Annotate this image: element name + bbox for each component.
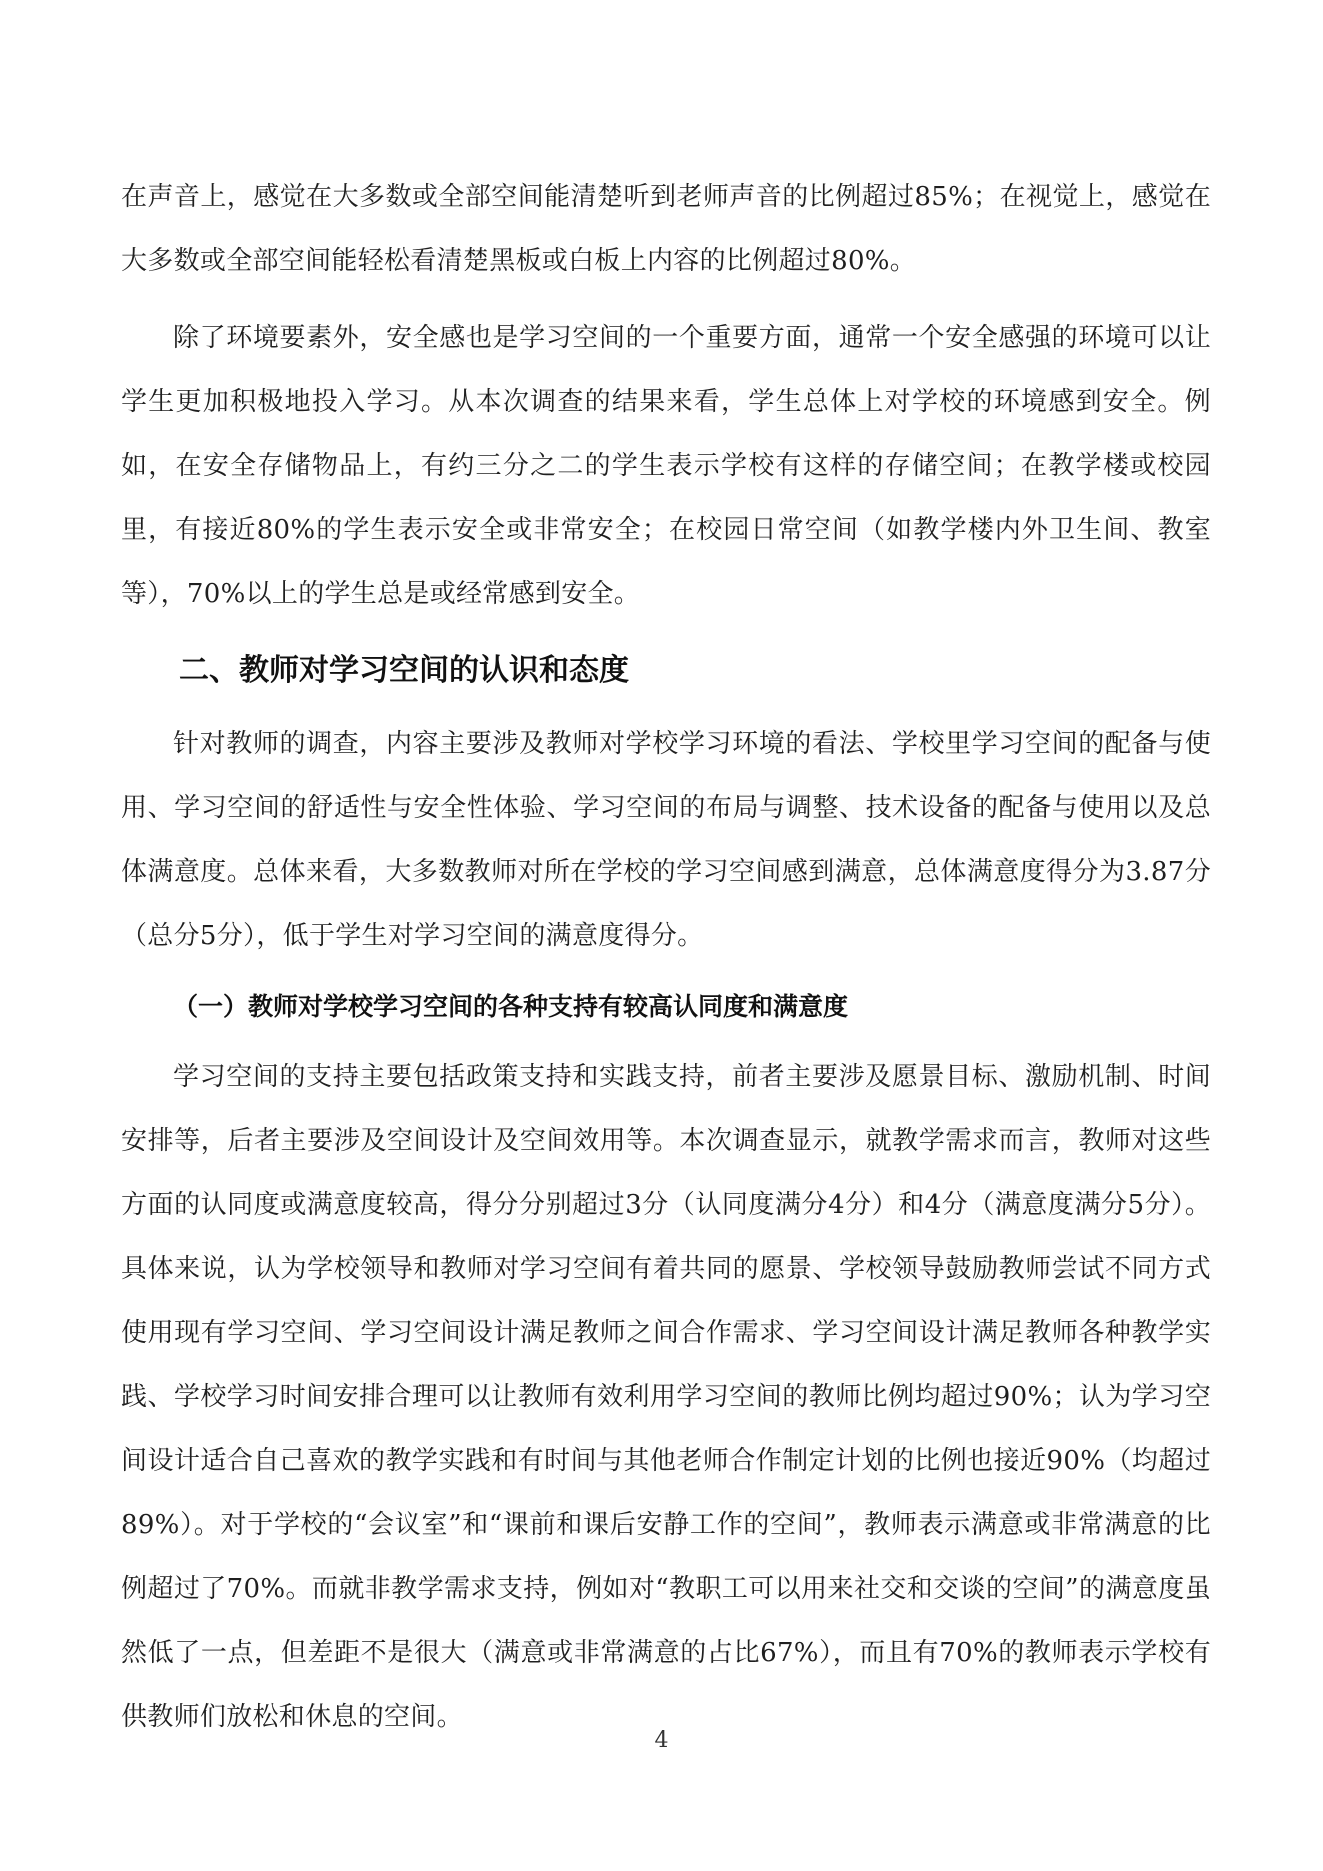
- page-number: 4: [654, 1728, 669, 1753]
- paragraph-teacher-survey: 针对教师的调查，内容主要涉及教师对学校学习环境的看法、学校里学习空间的配备与使用、学习空间的舒适性与安全性体验、学习空间的布局与调整、技术设备的配备与使用以及总体满意度。总体来看，大多数教师对所在学校的学习空间感到满意，总体满意度得分为3.87分（总分5分），低于学生对学习空间的满意度得分。: [121, 729, 1211, 951]
- paragraph-safety: 除了环境要素外，安全感也是学习空间的一个重要方面，通常一个安全感强的环境可以让学生更加积极地投入学习。从本次调查的结果来看，学生总体上对学校的环境感到安全。例如，在安全存储物品上，有约三分之二的学生表示学校有这样的存储空间；在教学楼或校园里，有接近80%的学生表示安全或非常安全；在校园日常空间（如教学楼内外卫生间、教室等），70%以上的学生总是或经常感到安全。: [121, 323, 1211, 609]
- subsection-heading-support: （一）教师对学校学习空间的各种支持有较高认同度和满意度: [173, 992, 849, 1021]
- section-heading-teachers: 二、教师对学习空间的认识和态度: [179, 653, 629, 688]
- page-content: [121, 165, 1211, 1762]
- paragraph-support-details: 学习空间的支持主要包括政策支持和实践支持，前者主要涉及愿景目标、激励机制、时间安排等，后者主要涉及空间设计及空间效用等。本次调查显示，就教学需求而言，教师对这些方面的认同度或满意度较高，得分分别超过3分（认同度满分4分）和4分（满意度满分5分）。具体来说，认为学校领导和教师对学习空间有着共同的愿景、学校领导鼓励教师尝试不同方式使用现有学习空间、学习空间设计满足教师之间合作需求、学习空间设计满足教师各种教学实践、学校学习时间安排合理可以让教师有效利用学习空间的教师比例均超过90%；认为学习空间设计适合自己喜欢的教学实践和有时间与其他老师合作制定计划的比例也接近90%（均超过89%）。对于学校的“会议室”和“课前和课后安静工作的空间”，教师表示满意或非常满意的比例超过了70%。而就非教学需求支持，例如对“教职工可以用来社交和交谈的空间”的满意度虽然低了一点，但差距不是很大（满意或非常满意的占比67%），而且有70%的教师表示学校有供教师们放松和休息的空间。: [121, 1062, 1211, 1732]
- paragraph-sound-vision: 在声音上，感觉在大多数或全部空间能清楚听到老师声音的比例超过85%；在视觉上，感觉在大多数或全部空间能轻松看清楚黑板或白板上内容的比例超过80%。: [121, 182, 1211, 276]
